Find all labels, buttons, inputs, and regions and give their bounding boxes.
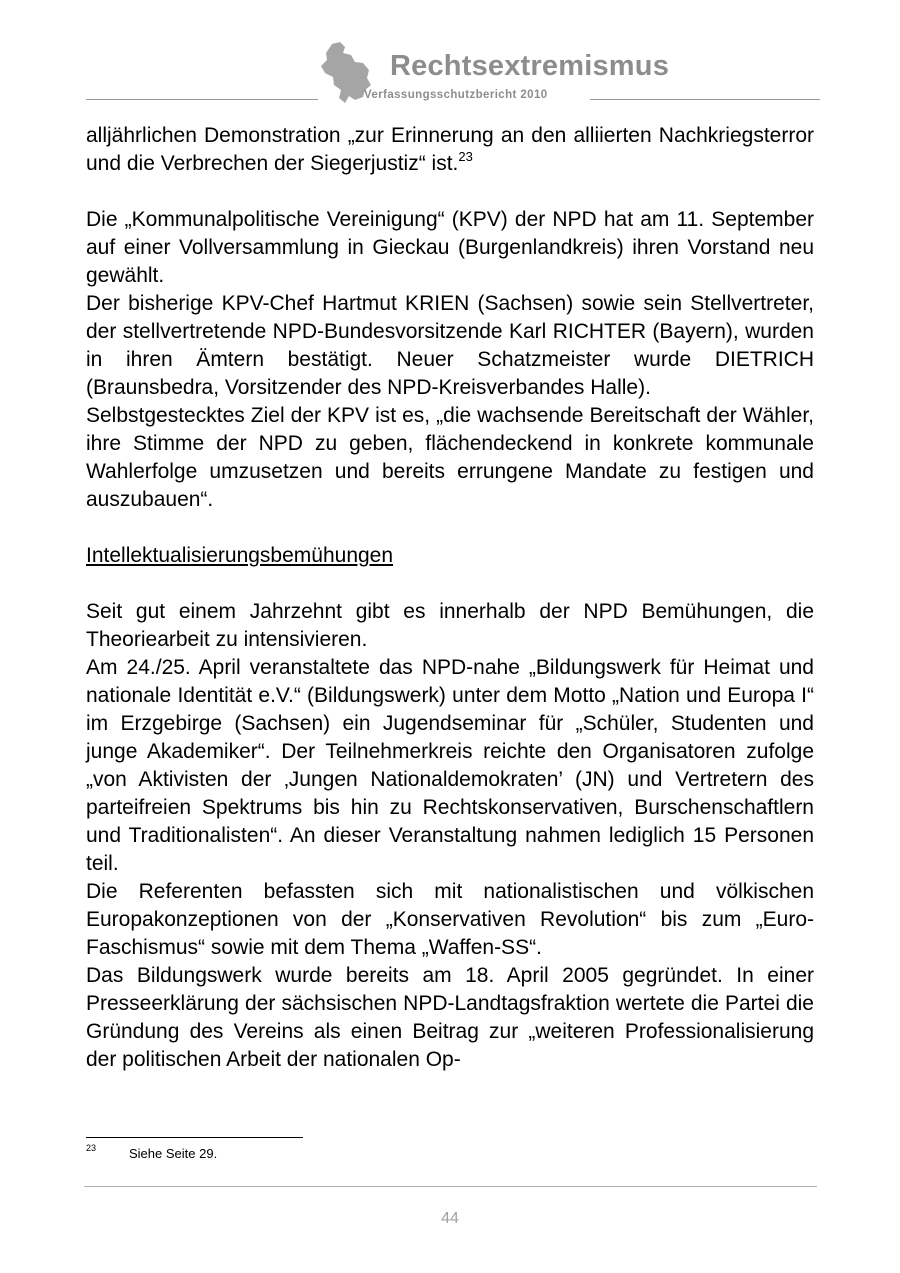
page-number: 44 — [441, 1210, 459, 1227]
footnote-text: Siehe Seite 29. — [129, 1146, 218, 1161]
paragraph: Seit gut einem Jahrzehnt gibt es innerhalb der NPD Bemühungen, die Theoriearbeit zu intensivieren. — [86, 600, 814, 651]
header-rule-left — [86, 99, 318, 100]
paragraph: Am 24./25. April veranstaltete das NPD-nahe „Bildungswerk für Heimat und nationale Identität e.V.“ (Bildungswerk) unter dem Motto „Nation und Europa I“ im Erzgebirge (Sachsen) ein Jugendseminar für „Schüler, Studenten und junge Akademiker“. Der Teilnehmerkreis reichte den Organisatoren zufolge „von Aktivisten der ‚Jungen Nationaldemokraten’ (JN) und Vertretern des parteifreien Spektrums bis hin zu Rechtskonservativen, Burschenschaftlern und Traditionalisten“. An dieser Veranstaltung nahmen lediglich 15 Personen teil. — [86, 656, 814, 875]
footer-rule — [84, 1186, 817, 1187]
header-title: Rechtsextremismus — [390, 50, 670, 82]
footnote-number: 23 — [86, 1143, 97, 1153]
footnote-separator — [86, 1137, 303, 1138]
paragraph-text: alljährlichen Demonstration „zur Erinnerung an den alliierten Nachkriegsterror und die Verbrechen der Siegerjustiz“ ist. — [86, 124, 814, 175]
paragraph: Die „Kommunalpolitische Vereinigung“ (KPV) der NPD hat am 11. September auf einer Vollversammlung in Gieckau (Burgenlandkreis) ihren Vorstand neu gewählt. — [86, 208, 814, 287]
body-text — [86, 122, 814, 1074]
paragraph: Selbstgestecktes Ziel der KPV ist es, „die wachsende Bereitschaft der Wähler, ihre Stimme der NPD zu geben, flächendeckend in konkrete kommunale Wahlerfolge umzusetzen und bereits errungene Mandate zu festigen und auszubauen“. — [86, 404, 814, 511]
spacer — [86, 570, 814, 598]
header-rule-right — [590, 99, 820, 100]
paragraph: Das Bildungswerk wurde bereits am 18. April 2005 gegründet. In einer Presseerklärung der sächsischen NPD-Landtagsfraktion wertete die Partei die Gründung des Vereins als einen Beitrag zur „weiteren Professionalisierung der politischen Arbeit der nationalen Op- — [86, 964, 814, 1071]
header-subtitle: Verfassungsschutzbericht 2010 — [364, 89, 548, 101]
spacer — [86, 178, 814, 206]
spacer — [86, 514, 814, 542]
footnote-reference: 23 — [458, 149, 473, 164]
section-heading: Intellektualisierungsbemühungen — [86, 544, 394, 567]
page-header — [0, 0, 900, 110]
paragraph: Die Referenten befassten sich mit nationalistischen und völkischen Europakonzeptionen von der „Konservativen Revolution“ bis zum „Euro-Faschismus“ sowie mit dem Thema „Waffen-SS“. — [86, 880, 814, 959]
paragraph: Der bisherige KPV-Chef Hartmut KRIEN (Sachsen) sowie sein Stellvertreter, der stellvertretende NPD-Bundesvorsitzende Karl RICHTER (Bayern), wurden in ihren Ämtern bestätigt. Neuer Schatzmeister wurde DIETRICH (Braunsbedra, Vorsitzender des NPD-Kreisverbandes Halle). — [86, 292, 814, 399]
paragraph — [86, 122, 814, 178]
